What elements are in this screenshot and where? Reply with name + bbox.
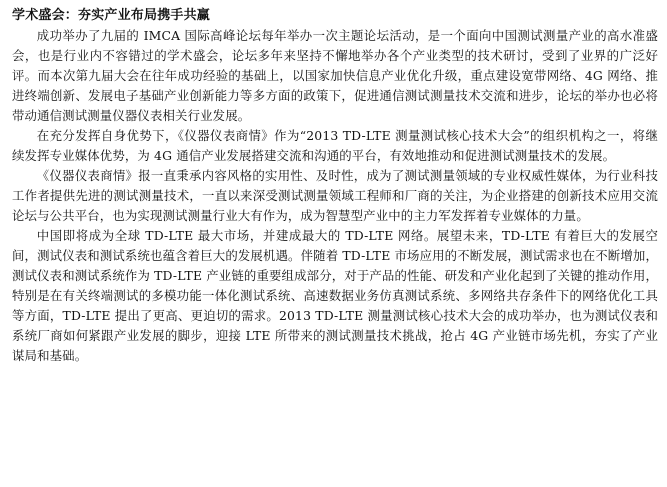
paragraph-4: 中国即将成为全球 TD-LTE 最大市场，并建成最大的 TD-LTE 网络。展望未来，TD-LTE 有着巨大的发展空间，测试仪表和测试系统也蕴含着巨大的发展机遇。伴随着 TD-LTE 市场应用的不断发展，测试需求也在不断增加，测试仪表和测试系统作为 TD-LTE 产业链的重要组成部分，对于产品的性能、研发和产业化起到了关键的推动作用，特别是在有关终端测试的多模功能一体化测试系统、高速数据业务仿真测试系统、多网络共存条件下的网络优化工具等方面，TD-LTE 提出了更高、更迫切的需求。2013 TD-LTE 测量测试核心技术大会的成功举办，也为测试仪表和系统厂商如何紧跟产业发展的脚步，迎接 LTE 所带来的测试测量技术挑战，抢占 4G 产业链市场先机，夯实了产业谋局和基础。: [12, 228, 658, 363]
paragraph-2: 在充分发挥自身优势下，《仪器仪表商情》作为“2013 TD-LTE 测量测试核心技术大会”的组织机构之一，将继续发挥专业媒体优势，为 4G 通信产业发展搭建交流和沟通的平台，有效地推动和促进测试测量技术的发展。: [12, 128, 658, 163]
paragraph-1: 成功举办了九届的 IMCA 国际高峰论坛每年举办一次主题论坛活动，是一个面向中国测试测量产业的高水准盛会，也是行业内不容错过的学术盛会，论坛多年来坚持不懈地举办各个产业类型的技术研讨，受到了业界的广泛好评。而本次第九届大会在往年成功经验的基础上，以国家加快信息产业优化升级，重点建设宽带网络、4G 网络、推进终端创新、发展电子基础产业创新能力等多方面的政策下，促进通信测试测量技术交流和进步，论坛的举办也必将带动通信测试测量仪器仪表相关行业发展。: [12, 28, 658, 123]
article-heading: 学术盛会：夯实产业布局携手共赢: [12, 8, 211, 23]
article: [12, 6, 658, 366]
paragraph-3: 《仪器仪表商情》报一直秉承内容风格的实用性、及时性，成为了测试测量领域的专业权威性媒体，为行业科技工作者提供先进的测试测量技术，一直以来深受测试测量领域工程师和厂商的关注，为企业搭建的创新技术应用交流论坛与公共平台，也为实现测试测量行业大有作为，成为智慧型产业中的主力军发挥着专业媒体的力量。: [12, 168, 658, 223]
